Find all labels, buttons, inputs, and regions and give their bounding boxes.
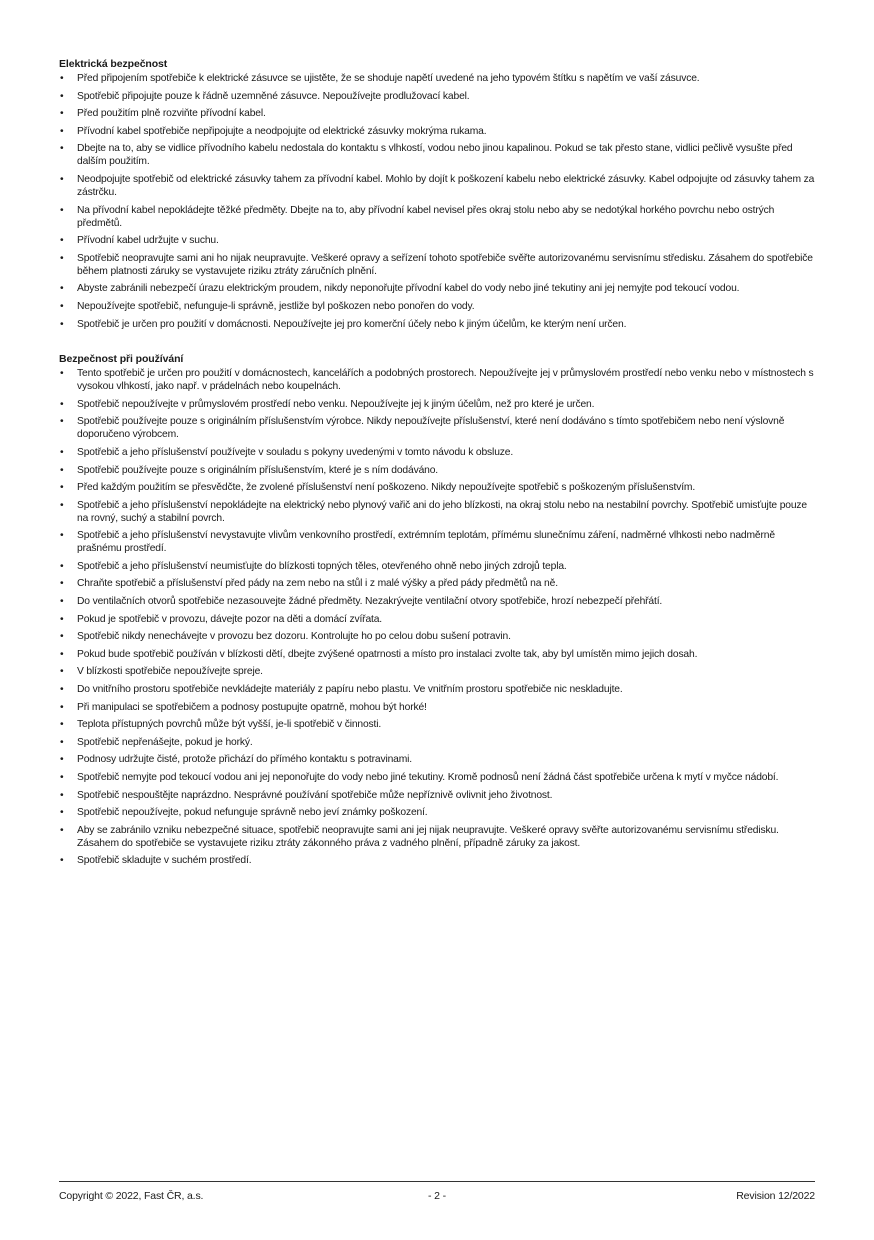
bullet-icon: •	[60, 666, 64, 678]
list-item-text: Neodpojujte spotřebič od elektrické zásuvky tahem za přívodní kabel. Mohlo by dojít k poškození kabelu nebo elektrické zásuvky. Kabel odpojujte od zásuvky tahem za zástrčku.	[77, 173, 815, 198]
list-item	[59, 560, 819, 573]
list-item	[59, 701, 819, 714]
list-item-text: Aby se zabránilo vzniku nebezpečné situace, spotřebič neopravujte sami ani jej nijak neupravujte. Veškeré opravy svěřte autorizovanému servisnímu středisku. Zásahem do spotřebiče se vystavujete riziku ztráty zákonného práva z vadného plnění, případně záruky za jakost.	[77, 824, 779, 849]
bullet-icon: •	[60, 204, 64, 216]
bullet-list	[59, 72, 819, 331]
bullet-icon: •	[60, 596, 64, 608]
bullet-icon: •	[60, 143, 64, 155]
list-item	[59, 173, 819, 199]
revision-text: Revision 12/2022	[736, 1190, 815, 1202]
list-item	[59, 771, 819, 784]
bullet-icon: •	[60, 318, 64, 330]
list-item	[59, 854, 819, 867]
list-item	[59, 204, 819, 230]
list-item	[59, 481, 819, 494]
footer-divider	[59, 1181, 815, 1182]
list-item	[59, 499, 819, 525]
list-item	[59, 446, 819, 459]
list-item	[59, 824, 819, 850]
bullet-list	[59, 367, 819, 867]
bullet-icon: •	[60, 560, 64, 572]
bullet-icon: •	[60, 368, 64, 380]
list-item	[59, 529, 819, 555]
list-item-text: Spotřebič nepřenášejte, pokud je horký.	[77, 736, 253, 748]
bullet-icon: •	[60, 855, 64, 867]
list-item-text: Před připojením spotřebiče k elektrické zásuvce se ujistěte, že se shoduje napětí uvedené na jeho typovém štítku s napětím ve vaší zásuvce.	[77, 73, 700, 84]
bullet-icon: •	[60, 824, 64, 836]
list-item	[59, 630, 819, 643]
list-item-text: Přívodní kabel udržujte v suchu.	[77, 235, 219, 247]
list-item	[59, 90, 819, 103]
list-item-text: Pokud bude spotřebič používán v blízkosti dětí, dbejte zvýšené opatrnosti a místo pro instalaci zvolte tak, aby byl umístěn mimo jejich dosah.	[77, 648, 698, 660]
bullet-icon: •	[60, 684, 64, 696]
list-item	[59, 125, 819, 138]
bullet-icon: •	[60, 235, 64, 247]
bullet-icon: •	[60, 631, 64, 643]
bullet-icon: •	[60, 719, 64, 731]
list-item	[59, 464, 819, 477]
list-item-text: Spotřebič nikdy nenechávejte v provozu bez dozoru. Kontrolujte ho po celou dobu sušení potravin.	[77, 631, 511, 643]
bullet-icon: •	[60, 125, 64, 137]
bullet-icon: •	[60, 772, 64, 783]
list-item-text: Podnosy udržujte čisté, protože přichází do přímého kontaktu s potravinami.	[77, 754, 413, 766]
list-item-text: Spotřebič připojujte pouze k řádně uzemněné zásuvce. Nepoužívejte prodlužovací kabel.	[77, 90, 470, 102]
list-item-text: Spotřebič a jeho příslušenství nevystavujte vlivům venkovního prostředí, extrémním teplotám, přímému slunečnímu záření, nadměrné vlhkosti nebo nadměrně prašnému prostředí.	[77, 530, 775, 555]
bullet-icon: •	[60, 283, 64, 295]
list-item-text: Spotřebič používejte pouze s originálním příslušenstvím výrobce. Nikdy nepoužívejte příslušenství, které není dodáváno s tímto spotřebičem nebo není výslovně doporučeno výrobcem.	[77, 416, 785, 441]
list-item-text: Chraňte spotřebič a příslušenství před pády na zem nebo na stůl i z malé výšky a před pády předmětů na ně.	[77, 578, 558, 590]
list-item-text: Spotřebič a jeho příslušenství používejte v souladu s pokyny uvedenými v tomto návodu k obsluze.	[77, 446, 514, 458]
bullet-icon: •	[60, 398, 64, 410]
list-item-text: Spotřebič je určen pro použití v domácnosti. Nepoužívejte jej pro komerční účely nebo k jiným účelům, ke kterým není určen.	[77, 318, 627, 330]
bullet-icon: •	[60, 530, 64, 542]
list-item-text: Do ventilačních otvorů spotřebiče nezasouvejte žádné předměty. Nezakrývejte ventilační otvory spotřebiče, hrozí nebezpečí přehřátí.	[77, 596, 663, 608]
list-item	[59, 142, 819, 168]
list-item	[59, 789, 819, 802]
list-item-text: Teplota přístupných povrchů může být vyšší, je-li spotřebič v činnosti.	[77, 719, 382, 731]
list-item	[59, 736, 819, 749]
bullet-icon: •	[60, 416, 64, 428]
list-item	[59, 72, 819, 85]
list-item-text: Před použitím plně rozviňte přívodní kabel.	[77, 108, 266, 120]
page-number: - 2 -	[428, 1190, 446, 1202]
list-item-text: Spotřebič nespouštějte naprázdno. Nesprávné používání spotřebiče může nepříznivě ovlivnit jeho životnost.	[77, 789, 553, 801]
bullet-icon: •	[60, 482, 64, 494]
list-item-text: Spotřebič a jeho příslušenství neumisťujte do blízkosti topných těles, otevřeného ohně nebo jiných zdrojů tepla.	[77, 560, 567, 572]
bullet-icon: •	[60, 90, 64, 102]
list-item	[59, 107, 819, 120]
list-item-text: Tento spotřebič je určen pro použití v domácnostech, kancelářích a podobných prostorech. Nepoužívejte jej v průmyslovém prostředí nebo venku nebo v místnostech s vysokou vlhkostí, jako např. v prádelnách nebo koupelnách.	[77, 368, 814, 393]
list-item-text: Do vnitřního prostoru spotřebiče nevkládejte materiály z papíru nebo plastu. Ve vnitřním prostoru spotřebiče nic neskladujte.	[77, 684, 623, 696]
list-item	[59, 282, 819, 295]
list-item	[59, 718, 819, 731]
list-item	[59, 665, 819, 678]
page-footer	[59, 1189, 815, 1203]
list-item-text: Spotřebič a jeho příslušenství nepokládejte na elektrický nebo plynový vařič ani do jeho blízkosti, na okraj stolu nebo na nestabilní povrchy. Spotřebič umisťujte pouze na rovný, suchý a stabilní povrch.	[77, 499, 808, 524]
copyright-text: Copyright © 2022, Fast ČR, a.s.	[59, 1190, 204, 1202]
section-electrical-safety	[59, 57, 819, 331]
bullet-icon: •	[60, 578, 64, 590]
list-item	[59, 683, 819, 696]
bullet-icon: •	[60, 789, 64, 801]
list-item-text: Přívodní kabel spotřebiče nepřipojujte a neodpojujte od elektrické zásuvky mokrýma rukama.	[77, 125, 487, 137]
list-item	[59, 367, 819, 393]
bullet-icon: •	[60, 736, 64, 748]
bullet-icon: •	[60, 173, 64, 185]
list-item-text: Při manipulaci se spotřebičem a podnosy postupujte opatrně, mohou být horké!	[77, 701, 427, 713]
list-item	[59, 415, 819, 441]
list-item-text: Pokud je spotřebič v provozu, dávejte pozor na děti a domácí zvířata.	[77, 613, 383, 625]
bullet-icon: •	[60, 464, 64, 476]
list-item-text: Dbejte na to, aby se vidlice přívodního kabelu nedostala do kontaktu s vlhkostí, vodou nebo jinou kapalinou. Pokud se tak přesto stane, vidlici pečlivě vysušte před dalším použitím.	[77, 143, 793, 168]
list-item	[59, 318, 819, 331]
list-item	[59, 300, 819, 313]
list-item	[59, 398, 819, 411]
list-item-text: Spotřebič nemyjte pod tekoucí vodou ani jej neponořujte do vody nebo jiné tekutiny. Kromě podnosů není žádná část spotřebiče určena k mytí v myčce nádobí.	[77, 772, 779, 783]
list-item-text: Spotřebič používejte pouze s originálním příslušenstvím, které je s ním dodáváno.	[77, 464, 439, 476]
list-item-text: Na přívodní kabel nepokládejte těžké předměty. Dbejte na to, aby přívodní kabel nevisel přes okraj stolu nebo aby se nedotýkal horkého povrchu nebo ostrých předmětů.	[77, 204, 775, 229]
section-usage-safety	[59, 352, 819, 867]
list-item	[59, 577, 819, 590]
list-item-text: Spotřebič neopravujte sami ani ho nijak neupravujte. Veškeré opravy a seřízení tohoto spotřebiče svěřte autorizovanému servisnímu středisku. Zásahem do spotřebiče během platnosti záruky se vystavujete riziku ztráty záručních plnění.	[77, 252, 813, 277]
list-item-text: Spotřebič nepoužívejte, pokud nefunguje správně nebo jeví známky poškození.	[77, 807, 428, 819]
bullet-icon: •	[60, 701, 64, 713]
bullet-icon: •	[60, 648, 64, 660]
document-content	[59, 57, 819, 872]
list-item-text: Nepoužívejte spotřebič, nefunguje-li správně, jestliže byl poškozen nebo ponořen do vody.	[77, 300, 475, 312]
bullet-icon: •	[60, 754, 64, 766]
list-item	[59, 648, 819, 661]
list-item-text: Před každým použitím se přesvědčte, že zvolené příslušenství není poškozeno. Nikdy nepoužívejte spotřebič s poškozeným příslušenstvím.	[77, 482, 696, 494]
list-item	[59, 806, 819, 819]
bullet-icon: •	[60, 613, 64, 625]
bullet-icon: •	[60, 252, 64, 264]
bullet-icon: •	[60, 108, 64, 120]
bullet-icon: •	[60, 807, 64, 819]
list-item-text: Spotřebič skladujte v suchém prostředí.	[77, 855, 252, 867]
bullet-icon: •	[60, 73, 64, 84]
list-item	[59, 753, 819, 766]
list-item	[59, 234, 819, 247]
section-title: Bezpečnost při používání	[59, 353, 184, 366]
list-item-text: Abyste zabránili nebezpečí úrazu elektrickým proudem, nikdy neponořujte přívodní kabel do vody nebo jiné tekutiny ani jej nemyjte pod tekoucí vodou.	[77, 283, 740, 295]
section-title: Elektrická bezpečnost	[59, 58, 168, 70]
list-item	[59, 252, 819, 278]
list-item-text: Spotřebič nepoužívejte v průmyslovém prostředí nebo venku. Nepoužívejte jej k jiným účelům, než pro které je určen.	[77, 398, 595, 410]
bullet-icon: •	[60, 499, 64, 511]
list-item	[59, 595, 819, 608]
list-item-text: V blízkosti spotřebiče nepoužívejte spreje.	[77, 666, 263, 678]
bullet-icon: •	[60, 446, 64, 458]
list-item	[59, 613, 819, 626]
bullet-icon: •	[60, 300, 64, 312]
